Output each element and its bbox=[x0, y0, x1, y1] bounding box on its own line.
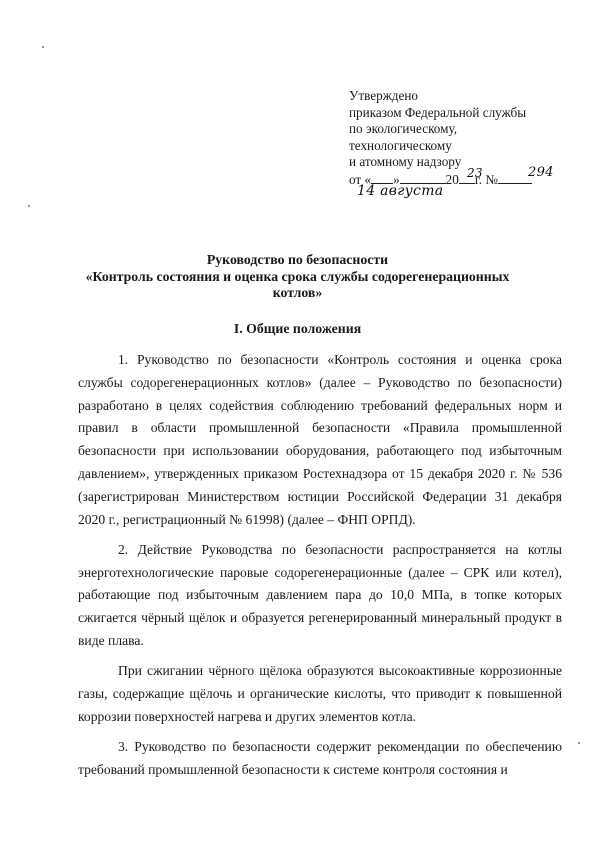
handwritten-date: 14 августа bbox=[357, 183, 444, 199]
number-blank bbox=[498, 171, 532, 184]
approval-line: Утверждено bbox=[349, 88, 419, 103]
document-body bbox=[78, 349, 562, 789]
scan-speck bbox=[28, 205, 30, 207]
title-line: «Контроль состояния и оценка срока службы содорегенерационных bbox=[85, 268, 510, 284]
section-heading: I. Общие положения bbox=[233, 321, 362, 336]
paragraph: 1. Руководство по безопасности «Контроль состояния и оценка срока службы содорегенерационных котлов» (далее – Руководство по безопасности) разработано в целях содействия соблюдению требований федеральных норм и правил в области промышленной безопасности «Правила промышленной безопасности при использовании оборудования, работающего под избыточным давлением», утвержденных приказом Ростехнадзора от 15 декабря 2020 г. № 536 (зарегистрирован Министерством юстиции Российской Федерации 31 декабря 2020 г., регистрационный № 61998) (далее – ФНП ОРПД). bbox=[78, 352, 562, 527]
date-mid: » bbox=[393, 171, 400, 187]
approval-line: технологическому bbox=[349, 137, 452, 153]
handwritten-year: 23 bbox=[467, 166, 483, 180]
paragraph: 2. Действие Руководства по безопасности распространяется на котлы энерготехнологические паровые содорегенерационные (далее – СРК или котел), работающие под избыточным давлением пара до 10,0 МПа, в топке которых сжигается чёрный щёлок и образуется регенерированный минеральный продукт в виде плава. bbox=[78, 541, 562, 649]
approval-line: приказом Федеральной службы bbox=[349, 104, 527, 120]
scan-speck bbox=[578, 742, 580, 744]
scan-speck bbox=[42, 46, 44, 48]
paragraph: 3. Руководство по безопасности содержит рекомендации по обеспечению требований промышленной безопасности к системе контроля состояния и bbox=[78, 739, 562, 778]
title-line: котлов» bbox=[272, 285, 323, 300]
approval-line: по экологическому, bbox=[349, 121, 458, 137]
handwritten-number: 294 bbox=[528, 165, 554, 180]
paragraph: При сжигании чёрного щёлока образуются высокоактивные коррозионные газы, содержащие щёлочь и органические кислоты, что приводит к повышенной коррозии поверхностей нагрева и других элементов котла. bbox=[78, 663, 562, 724]
year-prefix: 20 bbox=[445, 171, 459, 187]
date-prefix: от « bbox=[349, 171, 372, 187]
year-suffix: г. № bbox=[474, 171, 498, 187]
title-line: Руководство по безопасности bbox=[206, 252, 389, 267]
document-title bbox=[60, 252, 535, 302]
approval-line: и атомному надзору bbox=[349, 154, 462, 170]
